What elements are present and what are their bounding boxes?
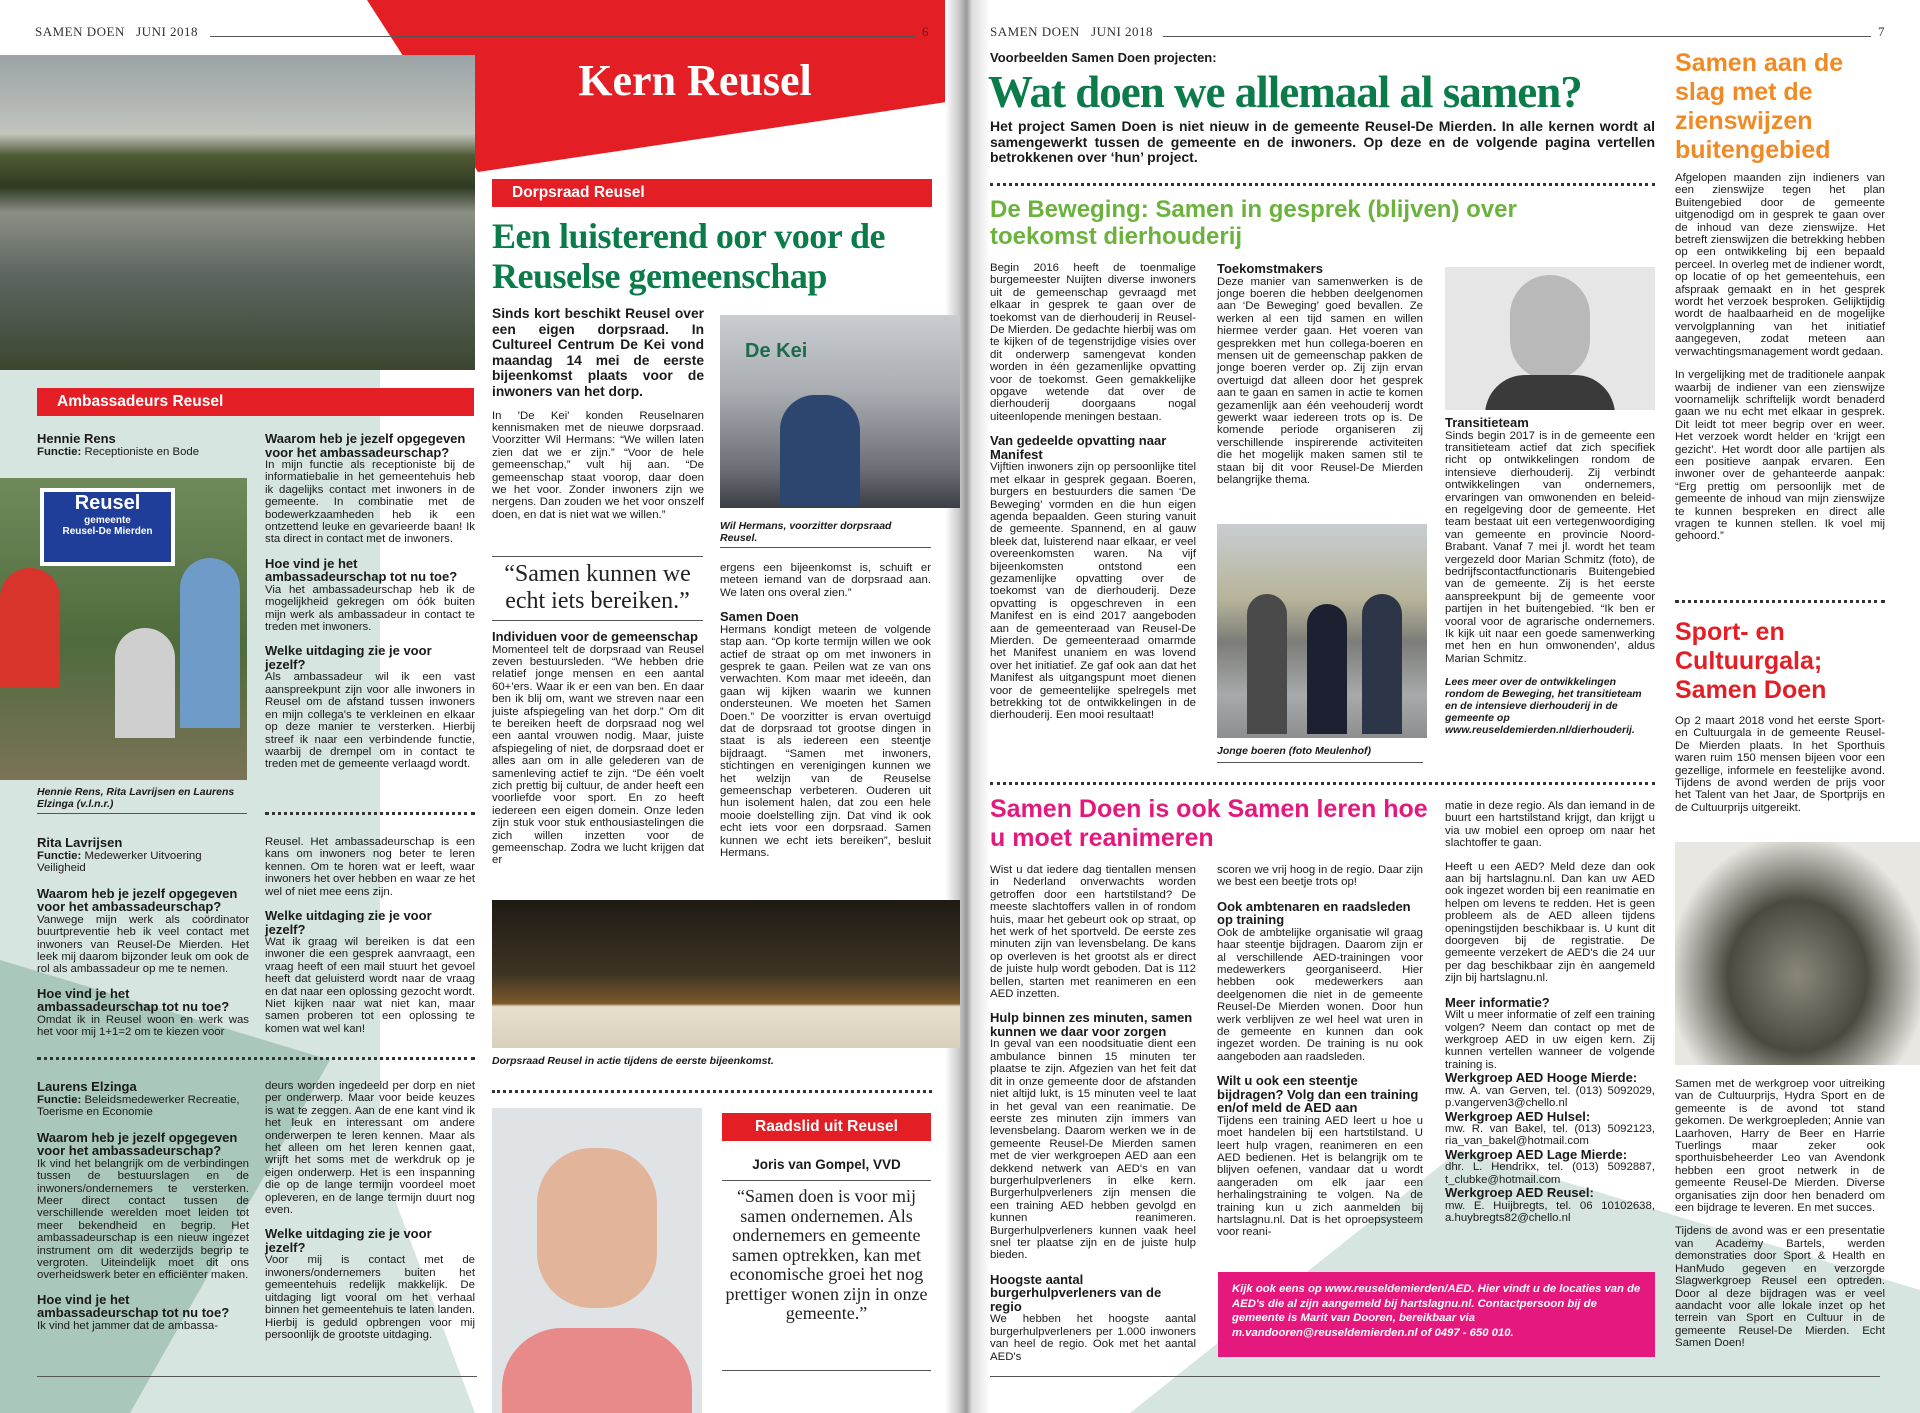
question-heading: Welke uitdaging zie je voor jezelf? [265, 643, 432, 672]
running-header-right [990, 24, 1153, 40]
pull-quote: “Samen kunnen we echt iets bereiken.” [504, 561, 691, 614]
lead-paragraph: Sinds kort beschikt Reusel over een eigen dorpsraad. In Cultureel Centrum De Kei vond maandag 14 mei de eerste bijeenkomst plaats voor de inwoners van het dorp. [492, 306, 704, 399]
paragraph: In geval van een noodsituatie dient een ambulance binnen 15 minuten ter plaatse te zijn. Afgezien van het feit dat dit in onze gemeente door de afstanden niet altijd lukt, is 15 minuten veel te laat in het geval van een reanimatie. De eerste zes minuten zijn immers van levensbelang. Daarom werken we in de gemeente Reusel-De Mierden samen met de vier werkgroepen AED aan een dekkend netwerk van AED's en van burgerhulpverleners in elke kern. Burgerhulpverleners zijn mensen die een training AED hebben gevolgd en kunnen reanimeren. Burgerhulpverleners kunnen vaak heel snel ter plaatse zijn en de juiste hulp bieden. [990, 1038, 1196, 1262]
paragraph: Ik vind het jammer dat de ambassa- [37, 1319, 219, 1332]
dotted-divider [990, 183, 1655, 186]
running-header-left [35, 24, 198, 40]
question-heading: Waarom heb je jezelf opgegeven voor het ambassadeurschap? [37, 1129, 238, 1159]
gala-headline: Sport- en Cultuurgala; Samen Doen [1675, 618, 1827, 704]
paragraph: Begin 2016 heeft de toenmalige burgemeester Nuijten diverse inwoners uit de gemeenschap gevraagd met elkaar in gesprek te gaan over de toekomst van de dierhouderij in Reusel-De Mierden. De gedachte hierbij was om te kijken of de tegenstrijdige visies over dit onderwerp samengevat konden worden in één gezamenlijke opvatting voor de toekomst. Geen gemakkelijke opgave wetende dat over de dierhouderij doorgaans nogal uiteenlopende meningen bestaan. [990, 262, 1196, 423]
job-label: Functie: [37, 850, 82, 862]
publication-title: SAMEN DOEN [990, 24, 1080, 39]
paragraph: Reusel. Het ambassadeurschap is een kans om inwoners nog beter te leren kennen. Om te horen wat er leeft, waar inwoners het over hebben en waar ze het wel of niet mee eens zijn. [265, 836, 475, 898]
person-figure [180, 558, 240, 728]
person-figure [1247, 594, 1287, 734]
subheading: Werkgroep AED Lage Mierde: [1445, 1146, 1628, 1162]
question-heading: Welke uitdaging zie je voor jezelf? [265, 908, 432, 937]
question-heading: Hoe vind je het ambassadeurschap tot nu toe? [37, 985, 230, 1015]
subheading: Transitieteam [1445, 415, 1529, 430]
paragraph: Tijdens de avond was er een presentatie van Academy Bartels, werden demonstraties door Sport & Health en HanMudo gegeven en verzorgde Slagwerkgroep Reusel een optreden. Door al deze bijdragen was er veel aandacht voor alle lokale inzet op het terrein van Sport en Cultuur in de gemeente Reusel-De Mierden. Echt Samen Doen! [1675, 1225, 1885, 1350]
divider [720, 547, 931, 548]
raadslid-quote: “Samen doen is voor mij samen ondernemen. Als ondernemers en gemeente samen optrekken, kan met economische groei het nog prettiger wonen zijn in onze gemeente.” [725, 1186, 928, 1323]
paragraph: Momenteel telt de dorpsraad van Reusel zeven bestuursleden. “We hebben drie relatief jonge mensen en een aantal 60+'ers. Waar ik er een van ben. En daar ben ik blij om, want we streven naar een juiste afspiegeling van het dorp.” Om dit te bereiken heeft de dorpsraad nog wel een aantal vrouwen nodig. Maar, juiste afspiegeling of niet, de dorpsraad doet er alles aan om in alle gelederen van de samenleving actief te zijn. “De één voelt zich prettig bij cultuur, de ander heeft een voorliefde voor sport. En zo heeft iedereen een eigen domein. Onze leden zijn stuk voor stuk enthousiastelingen die zich willen inzetten voor de gemeenschap. Zodra we lucht krijgen dat er [492, 643, 704, 867]
divider [492, 556, 703, 557]
hennie-answers [265, 432, 475, 782]
section-kicker: Voorbeelden Samen Doen projecten: [990, 50, 1217, 65]
issue-date: JUNI 2018 [136, 24, 199, 39]
subheading: Van gedeelde opvatting naar Manifest [990, 433, 1167, 462]
subheading: Toekomstmakers [1217, 261, 1323, 276]
town-sign [40, 488, 175, 566]
paragraph: Samen met de werkgroep voor uitreiking van de Cultuurprijs, Hydra Sport en de gemeente is de avond tot stand gekomen. De werkgroepleden; Annie van Laarhoven, Harry de Beer en Harrie Tuerlings maar zeker ook sporthuisbeheerder Leo van Avendonk hebben een groot netwerk in de gemeente Reusel-De Mierden. Diverse organisaties zijn door hen benaderd om een bijdrage te leveren. En met succes. [1675, 1078, 1885, 1215]
cultuurprijs-sculpture-photo [1675, 842, 1920, 1065]
person-figure [1307, 604, 1347, 734]
divider [492, 620, 703, 621]
reanimeren-column-2 [1217, 864, 1423, 1250]
question-heading: Hoe vind je het ambassadeurschap tot nu toe? [37, 1291, 230, 1321]
publication-title: SAMEN DOEN [35, 24, 125, 39]
paragraph: Voor mij is contact met de inwoners/ondernemers buiten het gemeentehuis redelijk makkelijk. De uitdaging ligt vooral om het verhaal binnen het gemeentehuis te laten landen. Hierbij is geduld opbrengen voor mij persoonlijk de grootste uitdaging. [265, 1254, 475, 1341]
jonge-boeren-photo [1217, 524, 1427, 738]
divider [722, 1180, 931, 1181]
rita-column-1 [37, 836, 249, 1050]
aed-callout: Kijk ook eens op www.reuseldemierden/AED. Hier vindt u de locaties van de AED's die al zijn aangemeld bij hartslagnu.nl. Contactpersoon bij de gemeente is Marit van Dooren, bereikbaar via m.vandooren@reuseldemierden.nl of 0497 - 650 010. [1218, 1272, 1655, 1357]
paragraph: Vanwege mijn werk als coördinator buurtpreventie heb ik veel contact met inwoners van Reusel-De Mierden. Het leek mij daarom bijzonder leuk om ook de rol als ambassadeur op me te nemen. [37, 913, 249, 976]
paragraph: scoren we vrij hoog in de regio. Daar zijn we best een beetje trots op! [1217, 864, 1423, 889]
subheading: Werkgroep AED Hulsel: [1445, 1108, 1591, 1124]
paragraph: Hermans kondigt meteen de volgende stap aan. “Op korte termijn willen we ook actief de straat op om met inwoners in gesprek te gaan. Peilen wat ze van ons verwachten. Kom maar met ideeën, dan gaan wij kijken waarin we kunnen ondersteunen. We moeten het Samen Doen.” De voorzitter is ervan overtuigd dat de dorpsraad tot grootse dingen in staat is als iedereen een steentje bijdraagt. “Samen met inwoners, stichtingen en verenigingen kunnen we het welzijn van de Reuselse gemeenschap verbeteren. Ouderen uit hun isolement halen, dat zou een hele mooie doelstelling zijn. Dat vind ik ook echt iets voor een dorpsraad. Samen kunnen we echt iets bereiken”, besluit Hermans. [720, 623, 931, 860]
paragraph: Wat ik graag wil bereiken is dat een inwoner die een gesprek aanvraagt, een vraag heeft of een mail stuurt het gevoel heeft dat geluisterd wordt naar de vraag en dat naar een oplossing gezocht wordt. Niet kijken naar wat niet kan, maar samen proberen tot een oplossing te komen wat wel kan! [265, 936, 475, 1035]
beweging-column-2 [1217, 262, 1423, 497]
section-banner-raadslid: Raadslid uit Reusel [722, 1113, 931, 1141]
subheading: Werkgroep AED Hooge Mierde: [1445, 1070, 1638, 1086]
gala-body-2 [1675, 1078, 1885, 1361]
building-sign: De Kei [745, 340, 808, 362]
question-heading: Waarom heb je jezelf opgegeven voor het ambassadeurschap? [37, 885, 238, 915]
subheading: Individuen voor de gemeenschap [492, 629, 698, 644]
sign-text: gemeente [84, 515, 131, 526]
job-title [37, 446, 249, 458]
subheading: Meer informatie? [1445, 994, 1550, 1010]
transitieteam-column [1445, 416, 1655, 736]
shirt [502, 1328, 692, 1413]
paragraph: mw. E. Huijbregts, tel. 06 10102638, a.huybregts82@chello.nl [1445, 1199, 1655, 1225]
paragraph: mw. A. van Gerven, tel. (013) 5092029, p.vangerven3@chello.nl [1445, 1084, 1655, 1110]
paragraph: Wist u dat iedere dag tientallen mensen in Nederland onverwachts worden getroffen door een hartstilstand? De meeste slachtoffers vallen in of rondom huis, maar het gebeurt ook op straat, op het werk of het sportveld. De eerste zes minuten zijn van levensbelang. De kans op overleven is het grootst als er direct de juiste hulp wordt geboden. Dat is 112 bellen, starten met reanimeren en een AED inzetten. [990, 864, 1196, 1001]
paragraph: Als ambassadeur wil ik een vast aanspreekpunt zijn voor alle inwoners in Reusel om de afstand tussen inwoners en mijn collega's te verkleinen en elkaar op deze manier te versterken. Hierbij streef ik naar een verbindende functie, waarbij de drempel om in contact te treden met de gemeente verlaagd wordt. [265, 671, 475, 771]
subheading: Ook ambtenaren en raadsleden op training [1217, 898, 1411, 928]
page-number: 7 [1878, 24, 1885, 39]
photo-caption: Hennie Rens, Rita Lavrijsen en Laurens Elzinga (v.l.n.r.) [37, 786, 235, 810]
shoulders [1485, 375, 1615, 410]
photo-caption: Wil Hermans, voorzitter dorpsraad Reusel. [720, 520, 892, 544]
marian-schmitz-photo [1445, 267, 1655, 410]
question-heading: Hoe vind je het ambassadeurschap tot nu toe? [265, 555, 458, 585]
page-headline: Wat doen we allemaal al samen? [988, 67, 1582, 117]
dotted-divider [37, 1057, 475, 1060]
zienswijzen-headline: Samen aan de slag met de zienswijzen buitengebied [1675, 49, 1844, 164]
dorpsraad-headline: Een luisterend oor voor de Reuselse gemeenschap [492, 216, 886, 296]
bottom-rule [37, 1376, 477, 1377]
paragraph: Omdat ik in Reusel woon en werk was het voor mij 1+1=2 om te kiezen voor [37, 1013, 249, 1039]
person-name: Rita Lavrijsen [37, 835, 123, 850]
paragraph: Deze manier van samenwerken is de jonge boeren die hebben deelgenomen aan ‘De Beweging’ goed bevallen. Ze werken al een tijd samen en willen hiermee verder gaan. Het voeren van gesprekken met hun collega-boeren en mensen uit de gemeenschap pakken de jonge boeren verder op. Zij zijn ervan overtuigd dat alleen door het gesprek aan te gaan en samen in actie te komen gezamenlijk aan één veehouderij wordt gewerkt waar iedereen trots op is. De komende periode organiseren zij verschillende inspirerende activiteiten die het mogelijk maken samen stil te staan bij dit voor Reusel-De Mierden belangrijke thema. [1217, 275, 1423, 486]
paragraph: In vergelijking met de traditionele aanpak waarbij de indiener van een zienswijze voornamelijk schriftelijk wordt benaderd gaan we nu echt met elkaar in gesprek. Dit leidt tot meer begrip over en weer. Het verzoek wordt helder en ‘krijgt een gezicht’. Het wordt door alle partijen als een positieve aanpak ervaren. Een inwoner over de gehanteerde aanpak: “Erg prettig om persoonlijk met de gemeente de inhoud van mijn zienswijze te kunnen bespreken en direct alle vragen te kunnen stellen. Ik voel mij gehoord.” [1675, 369, 1885, 543]
job-title [37, 1094, 249, 1119]
subheading: Werkgroep AED Reusel: [1445, 1185, 1594, 1201]
paragraph: Ook de ambtelijke organisatie wil graag haar steentje bijdragen. Daarom zijn er al verschillende AED-trainingen voor medewerkers georganiseerd. Hier hebben ook medewerkers aan deelgenomen die niet in de gemeente Reusel-De Mierden wonen. Door hun werk verblijven ze wel heel wat uren in de gemeente en kunnen dan ook ingezet worden. De training is nu ook aangeboden aan raadsleden. [1217, 926, 1423, 1063]
beweging-column-1 [990, 262, 1196, 733]
job-title [37, 850, 249, 875]
paragraph: Vijftien inwoners zijn op persoonlijke titel met elkaar in gesprek gegaan. Boeren, burgers en bestuurders die samen ‘De Beweging’ vormden en die hun eigen agenda bepaalden. Geen sturing vanuit de gemeente. Spannend, en al gauw bleek dat, luisterend naar elkaar, er veel overeenkomsten waren. Na vijf bijeenkomsten ontstond een gezamenlijke opvatting over de toekomst van de dierhouderij. Deze opvatting is opgeschreven in een Manifest en is eind 2017 aangeboden aan de gemeenteraad van Reusel-De Mierden. De gemeenteraad omarmde het Manifest unaniem en was lovend over het initiatief. Ze gaf ook aan dat het Manifest als uitgangspunt moet dienen voor de gemeentelijke spelregels met betrekking tot de ontwikkelingen in de dierhouderij. Een mooi resultaat! [990, 461, 1196, 722]
zienswijzen-body [1675, 172, 1885, 554]
reanimeren-column-1 [990, 864, 1196, 1374]
job-value: Beleidsmedewerker Recreatie, Toerisme en Economie [37, 1094, 240, 1119]
reanimeren-column-3 [1445, 800, 1655, 1224]
joris-portrait [492, 1108, 702, 1413]
paragraph: Ik vind het belangrijk om de verbindingen tussen de bestuurslagen en de inwoners/ondernemers te versterken. Meer direct contact tussen de verschillende werelden moet leiden tot meer bekendheid en begrip. Het ambassadeurschap is een nieuw ingezet instrument om dit wederzijds begrip te vergroten. Uiteindelijk moet dit ons overheidswerk beter en efficiënter maken. [37, 1157, 249, 1282]
section-banner-ambassadeurs: Ambassadeurs Reusel [37, 388, 474, 416]
bottom-rule [990, 1376, 1880, 1377]
subheading: Samen Doen [720, 609, 799, 625]
divider [1217, 762, 1423, 763]
hennie-intro [37, 432, 249, 470]
paragraph: Sinds begin 2017 is in de gemeente een transitieteam actief dat zich specifiek richt op ontwikkelingen rondom de intensieve dierhouderij. Zij verbindt ontwikkelingen van ondernemers, ervaringen van omwonenden en beleid- en regelgeving door de gemeente. Het team bestaat uit een vertegenwoordiging van gemeente en provincie Noord-Brabant. Vanaf 7 mei jl. wordt het team vergezeld door Marian Schmitz (foto), de bedrijfscontactfunctionaris Buitengebied van de gemeente. Zij is het eerste aanspreekpunt bij de gemeente voor partijen in het buitengebied. “Ik ben er vooral voor de agrarische ondernemers. Ik kijk uit naar een goede samenwerking met hen en hun omwonenden’, aldus Marian Schmitz. [1445, 429, 1655, 665]
paragraph: dhr. L. Hendrikx, tel. (013) 5092887, t_clubke@hotmail.com [1445, 1161, 1655, 1186]
subheading: Hulp binnen zes minuten, samen kunnen we daar voor zorgen [990, 1010, 1193, 1039]
face [1510, 275, 1590, 380]
meeting-photo [492, 900, 960, 1048]
paragraph: We hebben het hoogste aantal burgerhulpverleners per 1.000 inwoners van heel de regio. Ook met het aantal AED's [990, 1313, 1196, 1363]
caption: Lees meer over de ontwikkelingen rondom de Beweging, het transitieteam en de intensieve dierhouderij in de gemeente op www.reuseldemierden.nl/dierhouderij. [1445, 676, 1642, 737]
header-rule [1163, 36, 1871, 37]
paragraph: Op 2 maart 2018 vond het eerste Sport- en Cultuurgala in de gemeente Reusel-De Mierden plaats. In het Sporthuis waren ruim 150 mensen bijeen voor een gezellige, informele en feestelijke avond. Tijdens de avond werden de prijs voor het Talent van het Jaar, de Sportprijs en de Cultuurprijs uitgereikt. [1675, 715, 1885, 814]
subheading: Wilt u ook een steentje bijdragen? Volg dan een training en/of meld de AED aan [1217, 1073, 1419, 1116]
face [537, 1148, 657, 1308]
dotted-divider [492, 1090, 932, 1093]
dorpsraad-column-1 [492, 630, 704, 878]
paragraph: mw. R. van Bakel, tel. (013) 5092123, ria_van_bakel@hotmail.com [1445, 1123, 1655, 1148]
subheading: Hoogste aantal burgerhulpverleners van de regio [990, 1271, 1162, 1314]
paragraph: Wilt u meer informatie of zelf een training volgen? Neem dan contact op met de werkgroep AED in uw eigen kern. Zij kunnen vertellen wanneer de volgende training is. [1445, 1009, 1655, 1071]
paragraph: ergens een bijeenkomst is, schuift er meteen iemand van de dorpsraad aan. We laten ons overal zien.” [720, 562, 931, 599]
ambassadors-photo [0, 478, 247, 780]
person-name: Hennie Rens [37, 431, 116, 446]
question-heading: Welke uitdaging zie je voor jezelf? [265, 1226, 432, 1255]
paragraph: Tijdens een training AED leert u hoe u moet handelen bij een hartstilstand. U leert hulp vragen, reanimeren en een AED bedienen. Het is belangrijk om te blijven oefenen, vandaar dat u wordt aangeraden om elk jaar een herhalingstraining te volgen. Na de training kun u zich aanmelden bij hartslagnu.nl. Dat is het oproepsysteem voor reani- [1217, 1114, 1423, 1239]
dorpsraad-intro [492, 306, 704, 532]
laurens-column-1 [37, 1080, 249, 1343]
page-gutter [945, 0, 990, 1413]
page-number: 6 [922, 24, 929, 39]
divider [37, 813, 247, 814]
job-label: Functie: [37, 1094, 82, 1106]
photo-caption: Jonge boeren (foto Meulenhof) [1217, 745, 1371, 757]
lake-photo [0, 55, 475, 370]
paragraph: deurs worden ingedeeld per dorp en niet per onderwerp. Maar voor beide keuzes is wat te zeggen. Aan de ene kant vind ik het leuk en interessant om andere onderwerpen te leren kennen. Maar als het alleen om het leren kennen gaat, wrijft het soms met de werkdruk op je eigen onderwerp. Het is een inspanning die op de lange termijn voordeel moet opleveren, en de lange termijn duurt nog even. [265, 1080, 475, 1217]
paragraph: In mijn functie als receptioniste bij de informatiebalie in het gemeentehuis heb ik dagelijks contact met inwoners in de gemeente. In combinatie met de bodewerkzaamheden heb ik een ontzettend leuke en gevarieerde baan! Ik sta direct in contact met de inwoners. [265, 459, 475, 546]
paragraph: In 'De Kei' konden Reuselnaren kennismaken met de nieuwe dorpsraad. Voorzitter Wil Hermans: “We willen laten zien dat we er zijn.” “Voor de hele gemeenschap,” vult hij aan. “De gemeenschap staat voorop, daar doen we het voor. Zonder inwoners zijn we nergens. Dan zouden we het voor onszelf doen, en dat is niet wat we willen.” [492, 409, 704, 521]
dotted-divider [265, 812, 475, 815]
dorpsraad-column-2 [720, 562, 931, 870]
rita-column-2 [265, 836, 475, 1046]
header-rule [210, 36, 915, 37]
person-figure [1362, 594, 1402, 734]
paragraph: matie in deze regio. Als dan iemand in de buurt een hartstilstand krijgt, dan krijgt u via uw mobiel een oproep om naar het slachtoffer te gaan. [1445, 800, 1655, 850]
person-figure [0, 568, 60, 688]
issue-date: JUNI 2018 [1091, 24, 1154, 39]
kern-title: Kern Reusel [578, 56, 812, 105]
photo-caption: Dorpsraad Reusel in actie tijdens de eerste bijeenkomst. [492, 1055, 774, 1067]
paragraph: Via het ambassadeurschap heb ik de mogelijkheid gekregen om óók buiten mijn werk als ambassadeur in contact te treden met inwoners. [265, 583, 475, 634]
person-name: Laurens Elzinga [37, 1079, 137, 1094]
paragraph: Afgelopen maanden zijn indieners van een zienswijze tegen het plan Buitengebied door de gemeente uitgenodigd om in gesprek te gaan over de inhoud van deze zienswijze. Het betreft zienswijzen die betrekking hebben op een ontwikkeling bij een bepaald perceel. In overleg met de indiener wordt, op locatie of op het gemeentehuis, een afspraak gemaakt en in het gesprek wordt het verzoek besproken. Gelijktijdig wordt de haalbaarheid en de mogelijke vervolgplanning van het initiatief aangegeven, zodat meteen aan verwachtingsmanagement wordt gedaan. [1675, 172, 1885, 358]
paragraph: Heeft u een AED? Meld deze dan ook aan bij hartslagnu.nl. Dan kan uw AED ook ingezet worden bij een reanimatie en helpen om levens te redden. Het is geen probleem als de AED alleen tijdens openingstijden beschikbaar is. U kunt dit doorgeven bij de registratie. De gemeente verzekert de AED's die 24 uur per dag beschikbaar zijn èn aangemeld zijn bij hartslagnu.nl. [1445, 860, 1655, 985]
question-heading: Waarom heb je jezelf opgegeven voor het ambassadeurschap? [265, 431, 466, 460]
sign-text: Reusel [74, 492, 141, 514]
beweging-headline: De Beweging: Samen in gesprek (blijven) over toekomst dierhouderij [990, 196, 1517, 250]
person-figure [780, 395, 860, 505]
job-value: Receptioniste en Bode [81, 446, 200, 458]
gala-body-1 [1675, 715, 1885, 825]
dotted-divider [1675, 600, 1885, 603]
divider [722, 1370, 931, 1371]
laurens-column-2 [265, 1080, 475, 1352]
wil-hermans-photo [720, 315, 960, 508]
page-intro: Het project Samen Doen is niet nieuw in de gemeente Reusel-De Mierden. In alle kernen wordt al samengewerkt tussen de gemeente en de inwoners. Op deze en de volgende pagina vertellen betrokkenen over ‘hun’ project. [990, 118, 1655, 165]
job-value: Medewerker Uitvoering Veiligheid [37, 850, 202, 875]
section-banner-dorpsraad: Dorpsraad Reusel [492, 179, 932, 207]
reanimeren-headline: Samen Doen is ook Samen leren hoe u moet reanimeren [990, 795, 1428, 852]
raadslid-name: Joris van Gompel, VVD [752, 1157, 901, 1172]
job-label: Functie: [37, 446, 82, 458]
person-figure [115, 628, 175, 738]
sign-text: Reusel-De Mierden [62, 526, 153, 537]
dotted-divider [990, 782, 1655, 785]
